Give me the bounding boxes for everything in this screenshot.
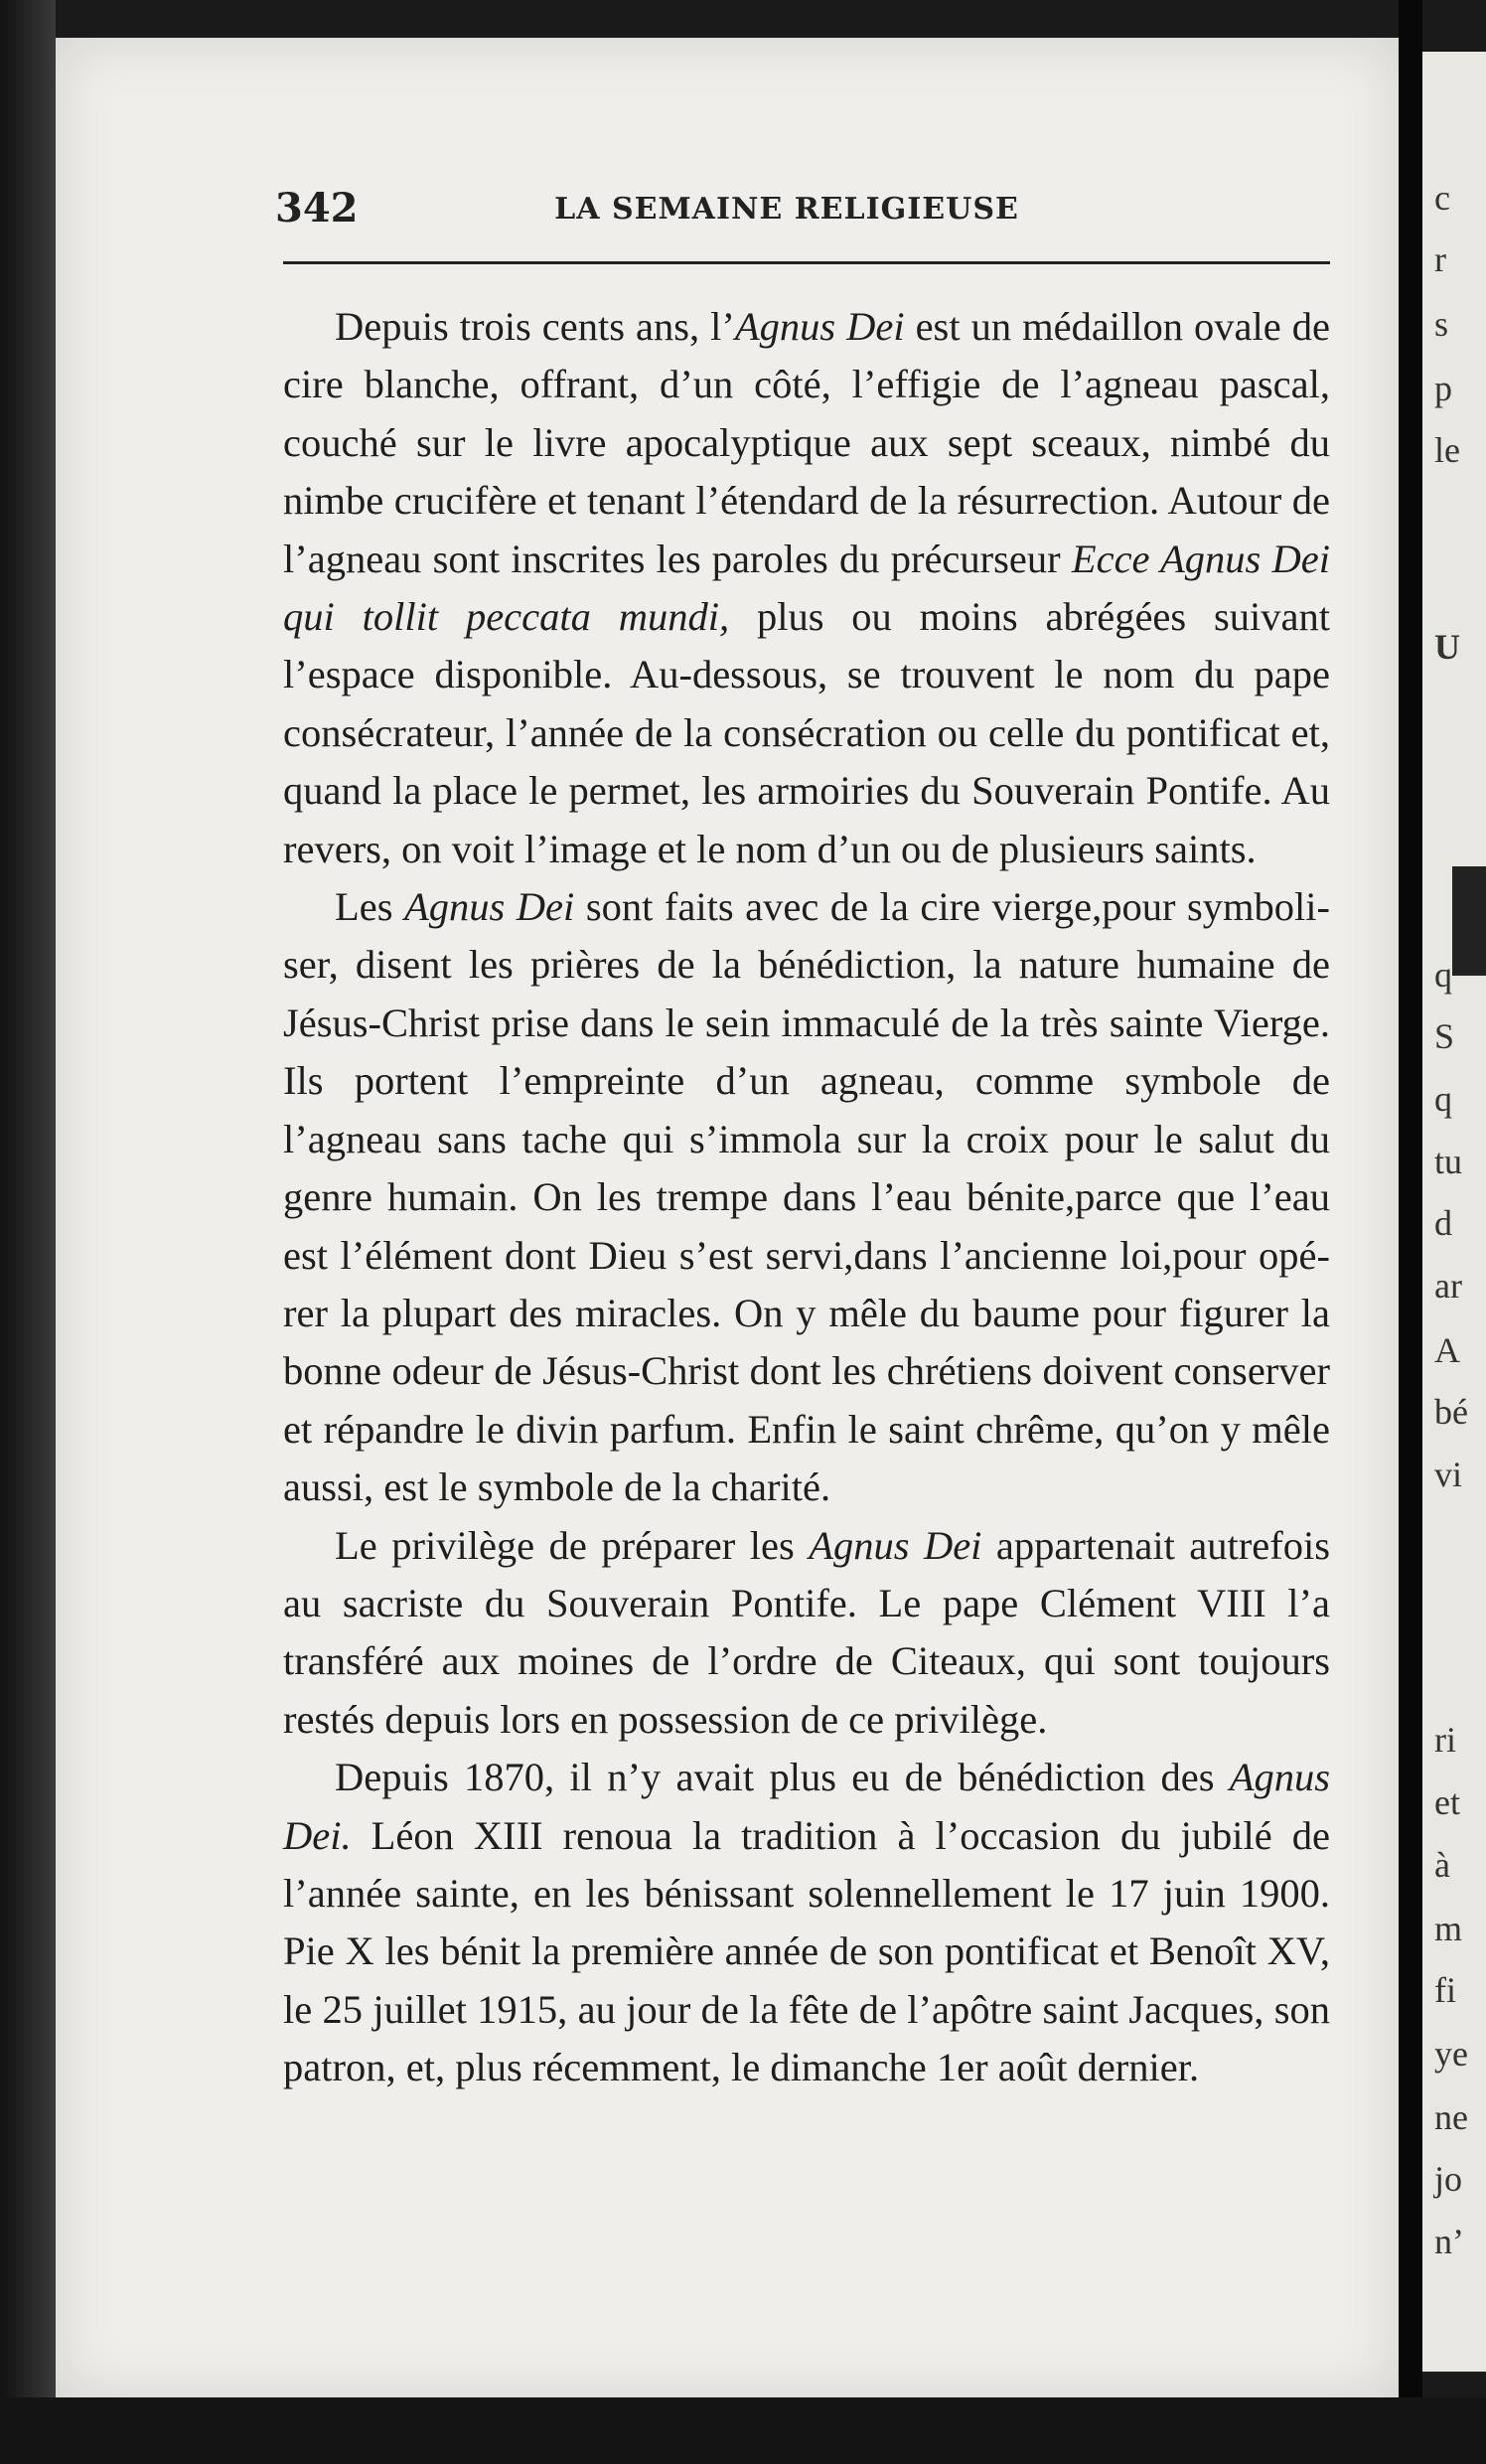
facing-page-text-fragment: ye [1434,2034,1468,2074]
facing-page-text-fragment: ri [1434,1720,1456,1760]
text-run: est un médaillon ovale de cire blanche, offrant, d’un côté, l’effigie de l’agneau pascal, couché sur le livre apocalyptique aux sept sceaux, nimbé du nimbe crucifère et tenant l’étendard de la résurrection. Autour de l’agneau sont inscrites les paroles du précurseur [283,304,1330,581]
facing-page-text-fragment: r [1434,239,1446,279]
text-run: Depuis 1870, il n’y avait plus eu de bénédiction des [335,1755,1230,1800]
facing-page-text-fragment: q [1434,955,1452,995]
text-run: sont faits avec de la cire vierge,pour symboliser, disent les prières de la bénédiction, la nature humaine de Jésus-Christ prise dans le sein immaculé de la très sainte Vierge. Ils portent l’empreinte d’un agneau, comme symbole de l’agneau sans tache qui s’immola sur la croix pour le salut du genre humain. On les trempe dans l’eau bénite,parce que l’eau est l’élément dont Dieu s’est servi,dans l’ancienne loi,pour opérer la plupart des miracles. On y mêle du baume pour figurer la bonne odeur de Jésus-Christ dont les chrétiens doivent conserver et répandre le divin parfum. Enfin le saint chrême, qu’on y mêle aussi, est le symbole de la charité. [283,884,1330,1510]
text-run: appartenait autrefois au sacriste du Souverain Pontife. Le pape Clément VIII l’a transféré aux moines de l’ordre de Citeaux, qui sont toujours restés depuis lors en possession de ce privilège. [283,1522,1331,1742]
book-page [56,38,1399,2397]
facing-page-text-fragment: p [1434,369,1452,408]
text-run: Le privilège de préparer les [335,1522,810,1568]
facing-page-edge [1422,52,1486,2372]
running-title: LA SEMAINE RELIGIEUSE [554,192,1019,227]
text-run: Léon XIII renoua la tradition à l’occasion du jubilé de l’année sainte, en les bénissant solennellement le 17 juin 1900. Pie X les bénit la première année de son pontificat et Benoît XV, le 25 juillet 1915, au jour de la fête de l’apôtre saint Jacques, son patron, et, plus récemment, le dimanche 1er août dernier. [283,1812,1330,2090]
facing-page-text-fragment: q [1434,1079,1452,1119]
facing-page-text-fragment: le [1434,430,1460,470]
facing-page-text-fragment: S [1434,1016,1455,1056]
facing-page-text-fragment: ne [1434,2097,1468,2137]
page-number: 342 [275,185,359,231]
facing-page-text-fragment: ar [1434,1266,1462,1306]
paragraph [283,1749,1330,2096]
italic-text: Agnus Dei [809,1522,982,1568]
body-text [283,298,1330,2097]
scan-bottom-margin [0,2397,1486,2464]
italic-text: Agnus Dei [734,304,905,349]
facing-page-image-fragment [1452,866,1486,976]
facing-page-text-fragment: et [1434,1782,1460,1822]
facing-page-text-fragment: vi [1434,1455,1463,1494]
header-rule [283,261,1330,264]
book-gutter [1399,0,1422,2464]
facing-page-text-fragment: n’ [1434,2222,1464,2261]
paragraph [283,1517,1330,1750]
italic-text: Agnus Dei. [283,1755,1330,1858]
facing-page-text-fragment: jo [1434,2159,1463,2199]
facing-page-text-fragment: fi [1434,1970,1456,2010]
facing-page-text-fragment: c [1434,178,1450,218]
facing-page-text-fragment: s [1434,304,1449,344]
facing-page-text-fragment: bé [1434,1392,1468,1432]
paragraph [283,298,1330,878]
scan-left-margin [0,0,56,2464]
facing-page-text-fragment: d [1434,1203,1452,1243]
italic-text: Ecce Agnus Dei qui tollit peccata mundi, [283,536,1330,640]
text-run: Depuis trois cents ans, l’ [335,304,735,349]
facing-page-text-fragment: U [1434,627,1460,667]
facing-page-text-fragment: m [1434,1909,1463,1948]
facing-page-text-fragment: tu [1434,1142,1463,1181]
italic-text: Agnus Dei [404,884,575,930]
facing-page-text-fragment: à [1434,1845,1450,1885]
text-run: plus ou moins abrégées suivant l’espace disponible. Au-dessous, se trouvent le nom du pape consécrateur, l’année de la consécration ou celle du pontificat et, quand la place le permet, les armoiries du Souverain Pontife. Au revers, on voit l’image et le nom d’un ou de plusieurs saints. [283,594,1330,871]
paragraph [283,878,1330,1516]
text-run: Les [335,884,405,930]
facing-page-text-fragment: A [1434,1330,1460,1370]
